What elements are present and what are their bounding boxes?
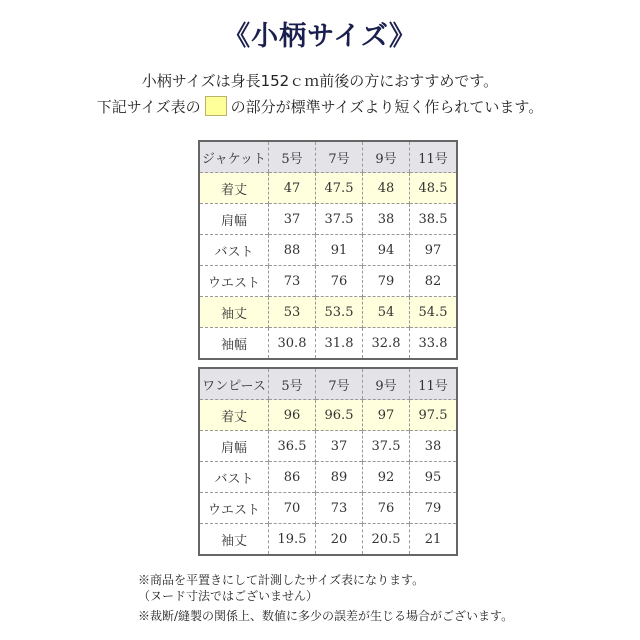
table-cell: 94 [363,235,410,266]
table-cell: 30.8 [269,328,316,360]
table-cell: 32.8 [363,328,410,360]
table-cell: 89 [316,462,363,493]
size-column-header: 11号 [410,141,458,173]
table-cell: 96.5 [316,400,363,431]
table-cell: 82 [410,266,458,297]
table-cell: 31.8 [316,328,363,360]
row-label: バスト [199,462,269,493]
table-row [199,173,457,204]
jacket-size-table [198,140,458,360]
row-label: ウエスト [199,493,269,524]
table-cell: 88 [269,235,316,266]
intro-line-1: 小柄サイズは身長152ｃｍ前後の方におすすめです。 [141,72,499,90]
table-cell: 20 [316,524,363,556]
table-category-header: ワンピース [199,368,269,400]
table-cell: 37.5 [363,431,410,462]
row-label: 着丈 [199,173,269,204]
row-label: 肩幅 [199,431,269,462]
row-label: ウエスト [199,266,269,297]
row-label: 袖丈 [199,297,269,328]
table-cell: 38 [410,431,458,462]
table-cell: 38.5 [410,204,458,235]
size-column-header: 9号 [363,141,410,173]
intro-line-2 [0,96,640,117]
page-title: 《小柄サイズ》 [223,21,417,52]
table-cell: 91 [316,235,363,266]
onepiece-size-table [198,367,458,556]
table-cell: 97.5 [410,400,458,431]
row-label: 着丈 [199,400,269,431]
table-cell: 76 [316,266,363,297]
table-cell: 95 [410,462,458,493]
table-row [199,328,457,360]
table-row [199,524,457,556]
row-label: 肩幅 [199,204,269,235]
table-header-row [199,368,457,400]
table-cell: 21 [410,524,458,556]
size-column-header: 5号 [269,141,316,173]
table-cell: 20.5 [363,524,410,556]
table-row [199,462,457,493]
table-header-row [199,141,457,173]
table-cell: 76 [363,493,410,524]
table-cell: 33.8 [410,328,458,360]
table-cell: 86 [269,462,316,493]
table-row [199,266,457,297]
table-row [199,493,457,524]
table-cell: 79 [363,266,410,297]
note-not-nude: （ヌード寸法ではございません） [138,589,319,603]
size-column-header: 7号 [316,141,363,173]
table-cell: 47 [269,173,316,204]
table-cell: 73 [316,493,363,524]
table-cell: 70 [269,493,316,524]
table-cell: 38 [363,204,410,235]
table-row [199,235,457,266]
size-column-header: 11号 [410,368,458,400]
size-column-header: 5号 [269,368,316,400]
table-cell: 97 [363,400,410,431]
table-cell: 36.5 [269,431,316,462]
table-cell: 48 [363,173,410,204]
row-label: 袖丈 [199,524,269,556]
table-category-header: ジャケット [199,141,269,173]
table-cell: 53.5 [316,297,363,328]
table-cell: 37 [269,204,316,235]
table-cell: 92 [363,462,410,493]
table-cell: 53 [269,297,316,328]
table-row [199,204,457,235]
intro-line-2-after: の部分が標準サイズより短く作られています。 [230,98,544,116]
note-tolerance: ※裁断/縫製の関係上、数値に多少の誤差が生じる場合がございます。 [138,609,514,623]
table-cell: 47.5 [316,173,363,204]
table-row [199,297,457,328]
table-cell: 54.5 [410,297,458,328]
table-cell: 19.5 [269,524,316,556]
table-row [199,400,457,431]
note-flat-measure: ※商品を平置きにして計測したサイズ表になります。 [138,573,425,587]
table-cell: 96 [269,400,316,431]
size-column-header: 7号 [316,368,363,400]
intro-line-2-before: 下記サイズ表の [96,98,201,116]
row-label: 袖幅 [199,328,269,360]
row-label: バスト [199,235,269,266]
table-cell: 97 [410,235,458,266]
table-cell: 37.5 [316,204,363,235]
table-cell: 73 [269,266,316,297]
table-cell: 48.5 [410,173,458,204]
highlight-swatch [205,96,227,116]
table-cell: 79 [410,493,458,524]
table-cell: 54 [363,297,410,328]
size-column-header: 9号 [363,368,410,400]
table-cell: 37 [316,431,363,462]
table-row [199,431,457,462]
